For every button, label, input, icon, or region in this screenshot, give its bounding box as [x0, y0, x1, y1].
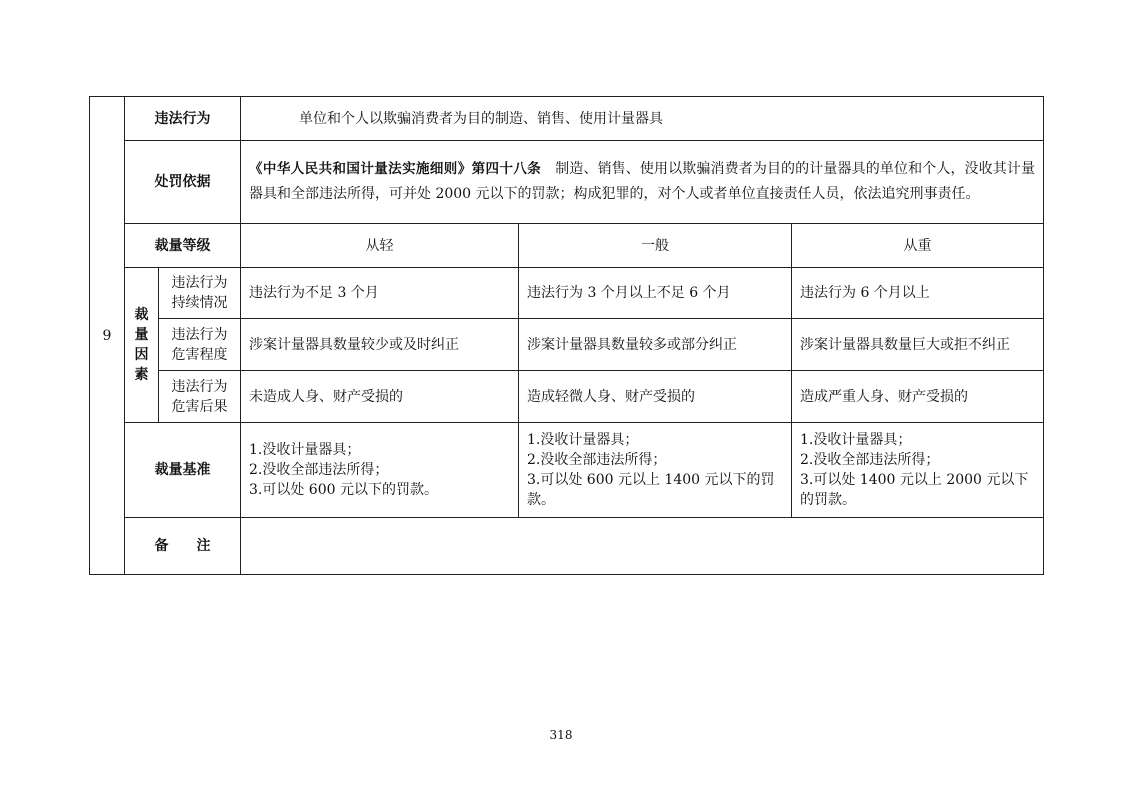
factor-name-line: 危害程度: [171, 346, 228, 363]
behavior-text: 单位和个人以欺骗消费者为目的制造、销售、使用计量器具: [241, 97, 1044, 141]
level-normal: 一般: [519, 224, 792, 268]
factor-value: 违法行为 3 个月以上不足 6 个月: [519, 268, 792, 319]
factor-name-line: 持续情况: [171, 295, 228, 311]
standard-heavy: [792, 423, 1044, 518]
factor-name-line: 违法行为: [171, 275, 228, 291]
standard-item: 2.没收全部违法所得；: [800, 452, 940, 468]
factor-value: 涉案计量器具数量巨大或拒不纠正: [792, 319, 1044, 371]
factor-name-line: 违法行为: [171, 378, 228, 395]
behavior-row: [90, 97, 1044, 141]
level-heavy: 从重: [792, 224, 1044, 268]
standard-item: 3.可以处 600 元以上 1400 元以下的罚款。: [527, 472, 775, 508]
factor-name: [159, 319, 241, 371]
standard-light: [241, 423, 519, 518]
factor-value: 造成轻微人身、财产受损的: [519, 371, 792, 423]
factor-name-line: 违法行为: [171, 326, 228, 343]
penalty-discretion-table: [89, 96, 1044, 575]
level-row: [90, 224, 1044, 268]
basis-cell: [241, 141, 1044, 224]
standard-item: 1.没收计量器具；: [527, 432, 639, 448]
factor-name: [159, 371, 241, 423]
standard-item: 1.没收计量器具；: [800, 432, 912, 448]
factor-value: 违法行为不足 3 个月: [241, 268, 519, 319]
remark-row: [90, 518, 1044, 575]
standard-normal: [519, 423, 792, 518]
standard-row: [90, 423, 1044, 518]
basis-row: [90, 141, 1044, 224]
level-label: 裁量等级: [125, 224, 241, 268]
basis-paragraph: [249, 157, 1035, 207]
factor-value: 造成严重人身、财产受损的: [792, 371, 1044, 423]
standard-item: 3.可以处 1400 元以上 2000 元以下的罚款。: [800, 472, 1029, 508]
page-number: 318: [549, 728, 573, 742]
remark-label: 备 注: [125, 518, 241, 575]
factor-row: [90, 268, 1044, 319]
factor-value: 违法行为 6 个月以上: [792, 268, 1044, 319]
remark-text: [241, 518, 1044, 575]
factors-label-char: 裁: [134, 307, 149, 323]
standard-label: 裁量基准: [125, 423, 241, 518]
factors-label-char: 量: [134, 327, 149, 343]
factor-name: [159, 268, 241, 319]
factors-label-char: 因: [134, 347, 149, 363]
behavior-label: 违法行为: [125, 97, 241, 141]
factor-name-line: 危害后果: [171, 398, 228, 415]
standard-item: 2.没收全部违法所得；: [249, 462, 389, 478]
factor-row: [90, 319, 1044, 371]
basis-reference: 《中华人民共和国计量法实施细则》第四十八条: [249, 161, 542, 177]
standard-item: 3.可以处 600 元以下的罚款。: [249, 482, 438, 498]
entry-index: 9: [90, 97, 125, 575]
factor-value: 涉案计量器具数量较少或及时纠正: [241, 319, 519, 371]
factors-label: [125, 268, 159, 423]
factor-value: 未造成人身、财产受损的: [241, 371, 519, 423]
basis-body: 制造、销售、使用以欺骗消费者为目的的计量器具的单位和个人，没收其计量器具和全部违法所得，可并处 2000 元以下的罚款；构成犯罪的，对个人或者单位直接责任人员，依法追究刑事责任。: [249, 161, 1036, 202]
factor-value: 涉案计量器具数量较多或部分纠正: [519, 319, 792, 371]
factors-label-char: 素: [134, 367, 149, 383]
level-light: 从轻: [241, 224, 519, 268]
factor-row: [90, 371, 1044, 423]
standard-item: 1.没收计量器具；: [249, 442, 361, 458]
basis-label: 处罚依据: [125, 141, 241, 224]
standard-item: 2.没收全部违法所得；: [527, 452, 667, 468]
